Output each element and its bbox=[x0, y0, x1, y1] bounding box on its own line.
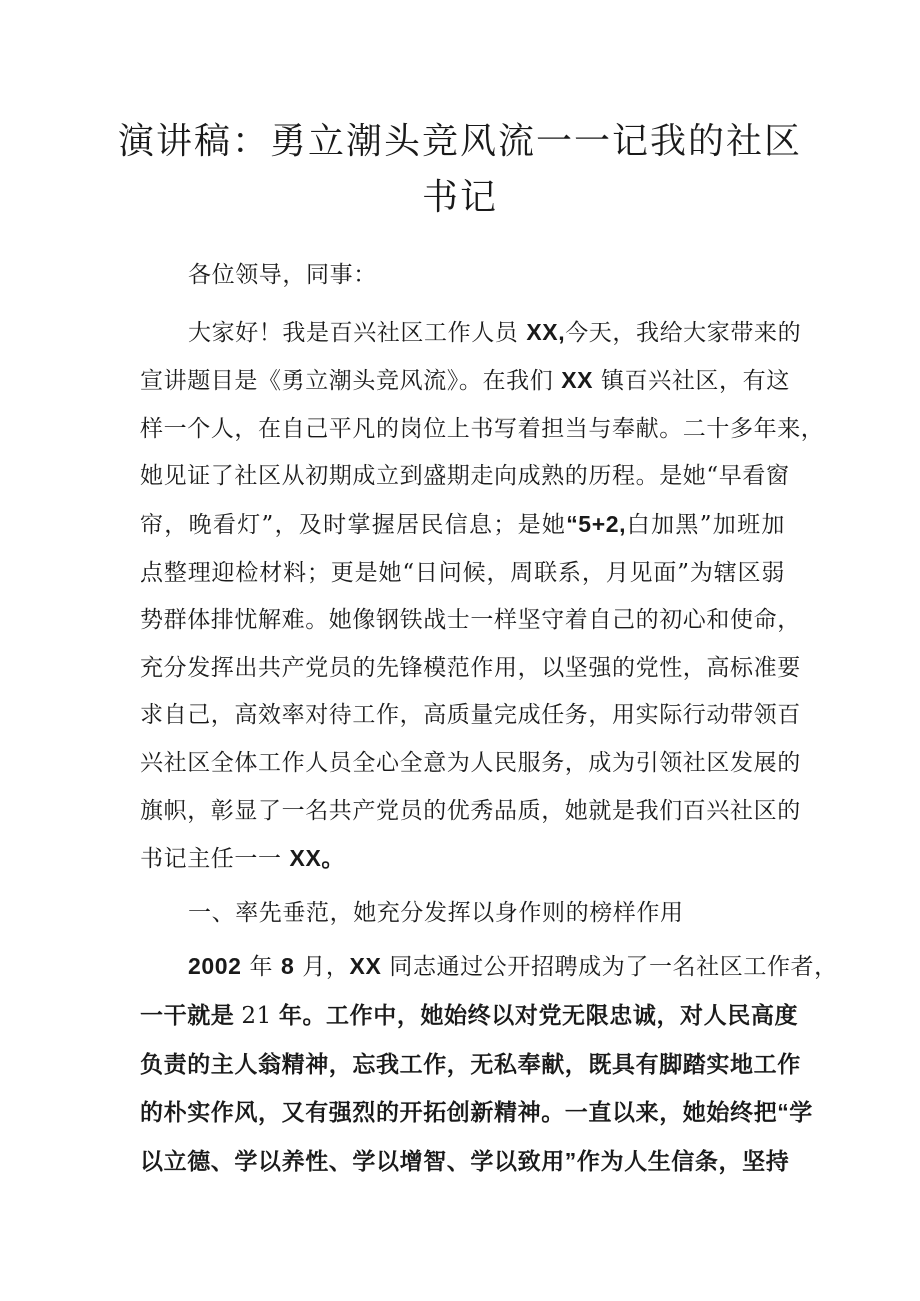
paragraph-2 bbox=[140, 943, 838, 1186]
text-line bbox=[140, 992, 799, 1041]
emphasis-text: 负责的主人翁精神，忘我工作，无私奉献，既具有脚踏实地工作 bbox=[140, 1050, 801, 1077]
emphasis-text: XX bbox=[349, 953, 382, 980]
document-title bbox=[0, 114, 920, 226]
text-segment: 旗帜，彰显了一名共产党员的优秀品质，她就是我们百兴社区的 bbox=[140, 797, 801, 824]
text-line bbox=[140, 406, 825, 454]
text-segment: 求自己，高效率对待工作，高质量完成任务，用实际行动带领百 bbox=[140, 702, 801, 729]
text-line bbox=[140, 692, 801, 740]
title-line-1: 演讲稿：勇立潮头竞风流一一记我的社区 bbox=[117, 121, 802, 162]
emphasis-text: “5+2, bbox=[566, 510, 627, 537]
text-segment: 年 bbox=[241, 954, 282, 981]
title-line-2: 书记 bbox=[421, 177, 498, 218]
text-segment: 今天，我给大家带来的 bbox=[565, 319, 802, 346]
text-segment: 21 bbox=[241, 1002, 272, 1029]
text-line bbox=[140, 550, 785, 598]
emphasis-text: 以立德、学以养性、学以增智、学以致用”作为人生信条，坚持 bbox=[140, 1147, 790, 1174]
text-line bbox=[140, 645, 801, 693]
emphasis-text: 的朴实作风，又有强烈的开拓创新精神。一直以来，她始终把“学 bbox=[140, 1099, 813, 1126]
section-heading-1: 一、率先垂范，她充分发挥以身作则的榜样作用 bbox=[188, 899, 684, 926]
emphasis-text: 2002 bbox=[188, 953, 242, 980]
text-segment: 兴社区全体工作人员全心全意为人民服务，成为引领社区发展的 bbox=[140, 749, 801, 776]
emphasis-text: 年。工作中，她始终以对党无限忠诚，对人民高度 bbox=[271, 1001, 799, 1028]
emphasis-text: XX。 bbox=[289, 845, 345, 872]
text-line bbox=[140, 501, 785, 550]
text-line bbox=[140, 597, 801, 645]
text-segment: 宣讲题目是《勇立潮头竞风流》。在我们 bbox=[140, 368, 562, 395]
text-segment: 势群体排忧解难。她像钢铁战士一样坚守着自己的初心和使命， bbox=[140, 607, 801, 634]
document-body bbox=[140, 252, 838, 1186]
text-segment: 镇百兴社区，有这 bbox=[593, 368, 790, 395]
text-line bbox=[140, 453, 790, 501]
text-line bbox=[140, 1089, 813, 1138]
emphasis-text: 一干就是 bbox=[140, 1001, 242, 1028]
text-segment: 同志通过公开招聘成为了一名社区工作者， bbox=[381, 954, 838, 981]
text-segment: 帘，晚看灯”，及时掌握居民信息；是她 bbox=[140, 511, 567, 538]
text-segment: 书记主任一一 bbox=[140, 846, 290, 873]
salutation: 各位领导，同事： bbox=[188, 262, 377, 288]
text-segment: 大家好！我是百兴社区工作人员 bbox=[188, 319, 527, 346]
text-segment: 点整理迎检材料；更是她“日问候，周联系，月见面”为辖区弱 bbox=[140, 559, 785, 586]
paragraph-1 bbox=[140, 309, 825, 884]
text-segment: 白加黑”加班加 bbox=[626, 511, 785, 538]
emphasis-text: XX bbox=[561, 367, 594, 394]
text-line bbox=[140, 740, 801, 788]
text-line bbox=[140, 835, 785, 884]
text-line bbox=[140, 788, 801, 836]
text-segment: 月， bbox=[294, 954, 350, 981]
text-line bbox=[140, 309, 802, 358]
text-segment: 她见证了社区从初期成立到盛期走向成熟的历程。是她“早看窗 bbox=[140, 463, 790, 490]
emphasis-text: 8 bbox=[281, 953, 295, 980]
text-segment: 样一个人，在自己平凡的岗位上书写着担当与奉献。二十多年来， bbox=[140, 415, 825, 442]
text-line bbox=[140, 357, 790, 406]
text-line bbox=[140, 943, 838, 992]
text-line bbox=[140, 1041, 801, 1090]
text-line bbox=[140, 1138, 790, 1187]
text-segment: 充分发挥出共产党员的先锋模范作用，以坚强的党性，高标准要 bbox=[140, 654, 801, 681]
emphasis-text: XX, bbox=[526, 318, 566, 345]
